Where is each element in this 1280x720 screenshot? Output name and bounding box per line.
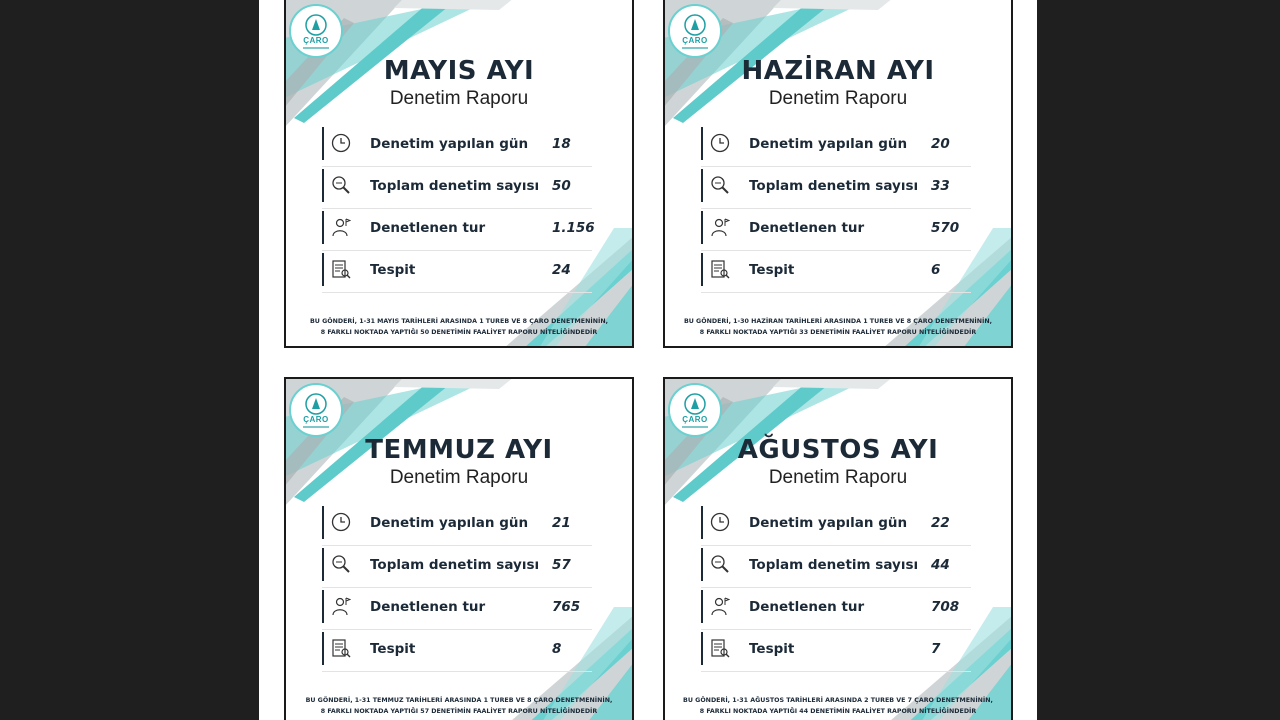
stat-row-days xyxy=(322,504,592,546)
card-subtitle: Denetim Raporu xyxy=(768,467,908,488)
stat-value: 1.156 xyxy=(552,220,595,236)
emblem-icon xyxy=(683,393,707,415)
person-icon xyxy=(331,217,351,237)
card-footer xyxy=(671,316,1005,338)
magnifier-icon xyxy=(331,175,351,195)
stat-row-tours xyxy=(701,209,971,251)
stat-value: 7 xyxy=(931,641,941,657)
card-footer xyxy=(292,316,626,338)
logo-text: ÇARO xyxy=(682,36,708,45)
stat-value: 18 xyxy=(552,136,571,152)
card-footer xyxy=(292,695,626,717)
stat-label: Tespit xyxy=(749,262,795,278)
logo-text: ÇARO xyxy=(682,415,708,424)
stat-value: 20 xyxy=(931,136,950,152)
footer-line: 8 FARKLI NOKTADA YAPTIĞI 44 DENETİMİN FAALİYET RAPORU NİTELİĞİNDEDİR xyxy=(699,708,977,715)
person-icon xyxy=(331,596,351,616)
card-title: MAYIS AYI xyxy=(383,56,535,86)
report-sheet xyxy=(259,0,1037,720)
stat-row-findings xyxy=(322,251,592,293)
stat-label: Denetlenen tur xyxy=(749,220,865,236)
report-card-august xyxy=(663,377,1013,720)
person-icon xyxy=(710,217,730,237)
stat-value: 765 xyxy=(552,599,581,615)
stats-list xyxy=(322,125,595,293)
stat-row-days xyxy=(701,504,971,546)
emblem-icon xyxy=(304,393,328,415)
clock-icon xyxy=(331,512,351,532)
stat-label: Tespit xyxy=(749,641,795,657)
stats-list xyxy=(701,504,971,672)
stat-row-total xyxy=(322,167,592,209)
stat-label: Tespit xyxy=(370,262,416,278)
magnifier-icon xyxy=(710,175,730,195)
footer-line: BU GÖNDERİ, 1-30 HAZİRAN TARİHLERİ ARASINDA 1 TUREB VE 8 ÇARO DENETMENİNİN, xyxy=(683,318,993,325)
caro-logo xyxy=(289,4,343,58)
stat-row-days xyxy=(322,125,592,167)
document-icon xyxy=(331,259,351,279)
card-title: AĞUSTOS AYI xyxy=(737,435,939,465)
document-icon xyxy=(331,638,351,658)
stat-value: 57 xyxy=(552,557,571,573)
caro-logo xyxy=(668,383,722,437)
stat-label: Tespit xyxy=(370,641,416,657)
stat-value: 6 xyxy=(931,262,941,278)
caro-logo xyxy=(668,4,722,58)
stat-label: Toplam denetim sayısı xyxy=(370,557,540,573)
stat-value: 24 xyxy=(552,262,571,278)
stats-list xyxy=(701,125,971,293)
clock-icon xyxy=(710,133,730,153)
footer-line: BU GÖNDERİ, 1-31 AĞUSTOS TARİHLERİ ARASINDA 2 TUREB VE 7 ÇARO DENETMENİNİN, xyxy=(683,697,993,704)
stat-value: 33 xyxy=(931,178,950,194)
footer-line: BU GÖNDERİ, 1-31 MAYIS TARİHLERİ ARASINDA 1 TUREB VE 8 ÇARO DENETMENİNİN, xyxy=(310,318,608,325)
stats-list xyxy=(322,504,592,672)
stat-label: Denetlenen tur xyxy=(749,599,865,615)
stat-label: Toplam denetim sayısı xyxy=(370,178,540,194)
footer-line: 8 FARKLI NOKTADA YAPTIĞI 50 DENETİMİN FAALİYET RAPORU NİTELİĞİNDEDİR xyxy=(320,329,598,336)
stat-row-total xyxy=(322,546,592,588)
card-title: HAZİRAN AYI xyxy=(741,56,935,86)
card-subtitle: Denetim Raporu xyxy=(389,88,529,109)
report-card-may xyxy=(284,0,634,348)
stat-label: Denetlenen tur xyxy=(370,220,486,236)
card-title: TEMMUZ AYI xyxy=(365,435,553,465)
magnifier-icon xyxy=(331,554,351,574)
stat-value: 570 xyxy=(931,220,960,236)
report-card-july xyxy=(284,377,634,720)
footer-line: BU GÖNDERİ, 1-31 TEMMUZ TARİHLERİ ARASINDA 1 TUREB VE 8 ÇARO DENETMENİNİN, xyxy=(305,697,613,704)
stat-label: Denetlenen tur xyxy=(370,599,486,615)
stat-value: 50 xyxy=(552,178,571,194)
stat-label: Denetim yapılan gün xyxy=(370,515,529,531)
stat-row-findings xyxy=(701,251,971,293)
logo-text: ÇARO xyxy=(303,415,329,424)
stat-row-tours xyxy=(322,209,595,251)
logo-text: ÇARO xyxy=(303,36,329,45)
emblem-icon xyxy=(683,14,707,36)
stat-value: 21 xyxy=(552,515,571,531)
stat-row-findings xyxy=(701,630,971,672)
clock-icon xyxy=(710,512,730,532)
magnifier-icon xyxy=(710,554,730,574)
caro-logo xyxy=(289,383,343,437)
card-subtitle: Denetim Raporu xyxy=(389,467,529,488)
footer-line: 8 FARKLI NOKTADA YAPTIĞI 33 DENETİMİN FAALİYET RAPORU NİTELİĞİNDEDİR xyxy=(699,329,977,336)
card-footer xyxy=(671,695,1005,717)
card-subtitle: Denetim Raporu xyxy=(768,88,908,109)
stat-row-findings xyxy=(322,630,592,672)
stat-value: 22 xyxy=(931,515,950,531)
stat-row-days xyxy=(701,125,971,167)
report-card-june xyxy=(663,0,1013,348)
document-icon xyxy=(710,638,730,658)
person-icon xyxy=(710,596,730,616)
stat-label: Toplam denetim sayısı xyxy=(749,178,919,194)
stat-label: Denetim yapılan gün xyxy=(749,515,908,531)
stat-value: 44 xyxy=(931,557,950,573)
stat-row-tours xyxy=(322,588,592,630)
footer-line: 8 FARKLI NOKTADA YAPTIĞI 57 DENETİMİN FAALİYET RAPORU NİTELİĞİNDEDİR xyxy=(320,708,598,715)
clock-icon xyxy=(331,133,351,153)
stat-label: Denetim yapılan gün xyxy=(749,136,908,152)
stat-label: Toplam denetim sayısı xyxy=(749,557,919,573)
stat-label: Denetim yapılan gün xyxy=(370,136,529,152)
emblem-icon xyxy=(304,14,328,36)
stat-row-total xyxy=(701,546,971,588)
stat-row-total xyxy=(701,167,971,209)
stat-value: 8 xyxy=(552,641,562,657)
stat-row-tours xyxy=(701,588,971,630)
stat-value: 708 xyxy=(931,599,960,615)
document-icon xyxy=(710,259,730,279)
